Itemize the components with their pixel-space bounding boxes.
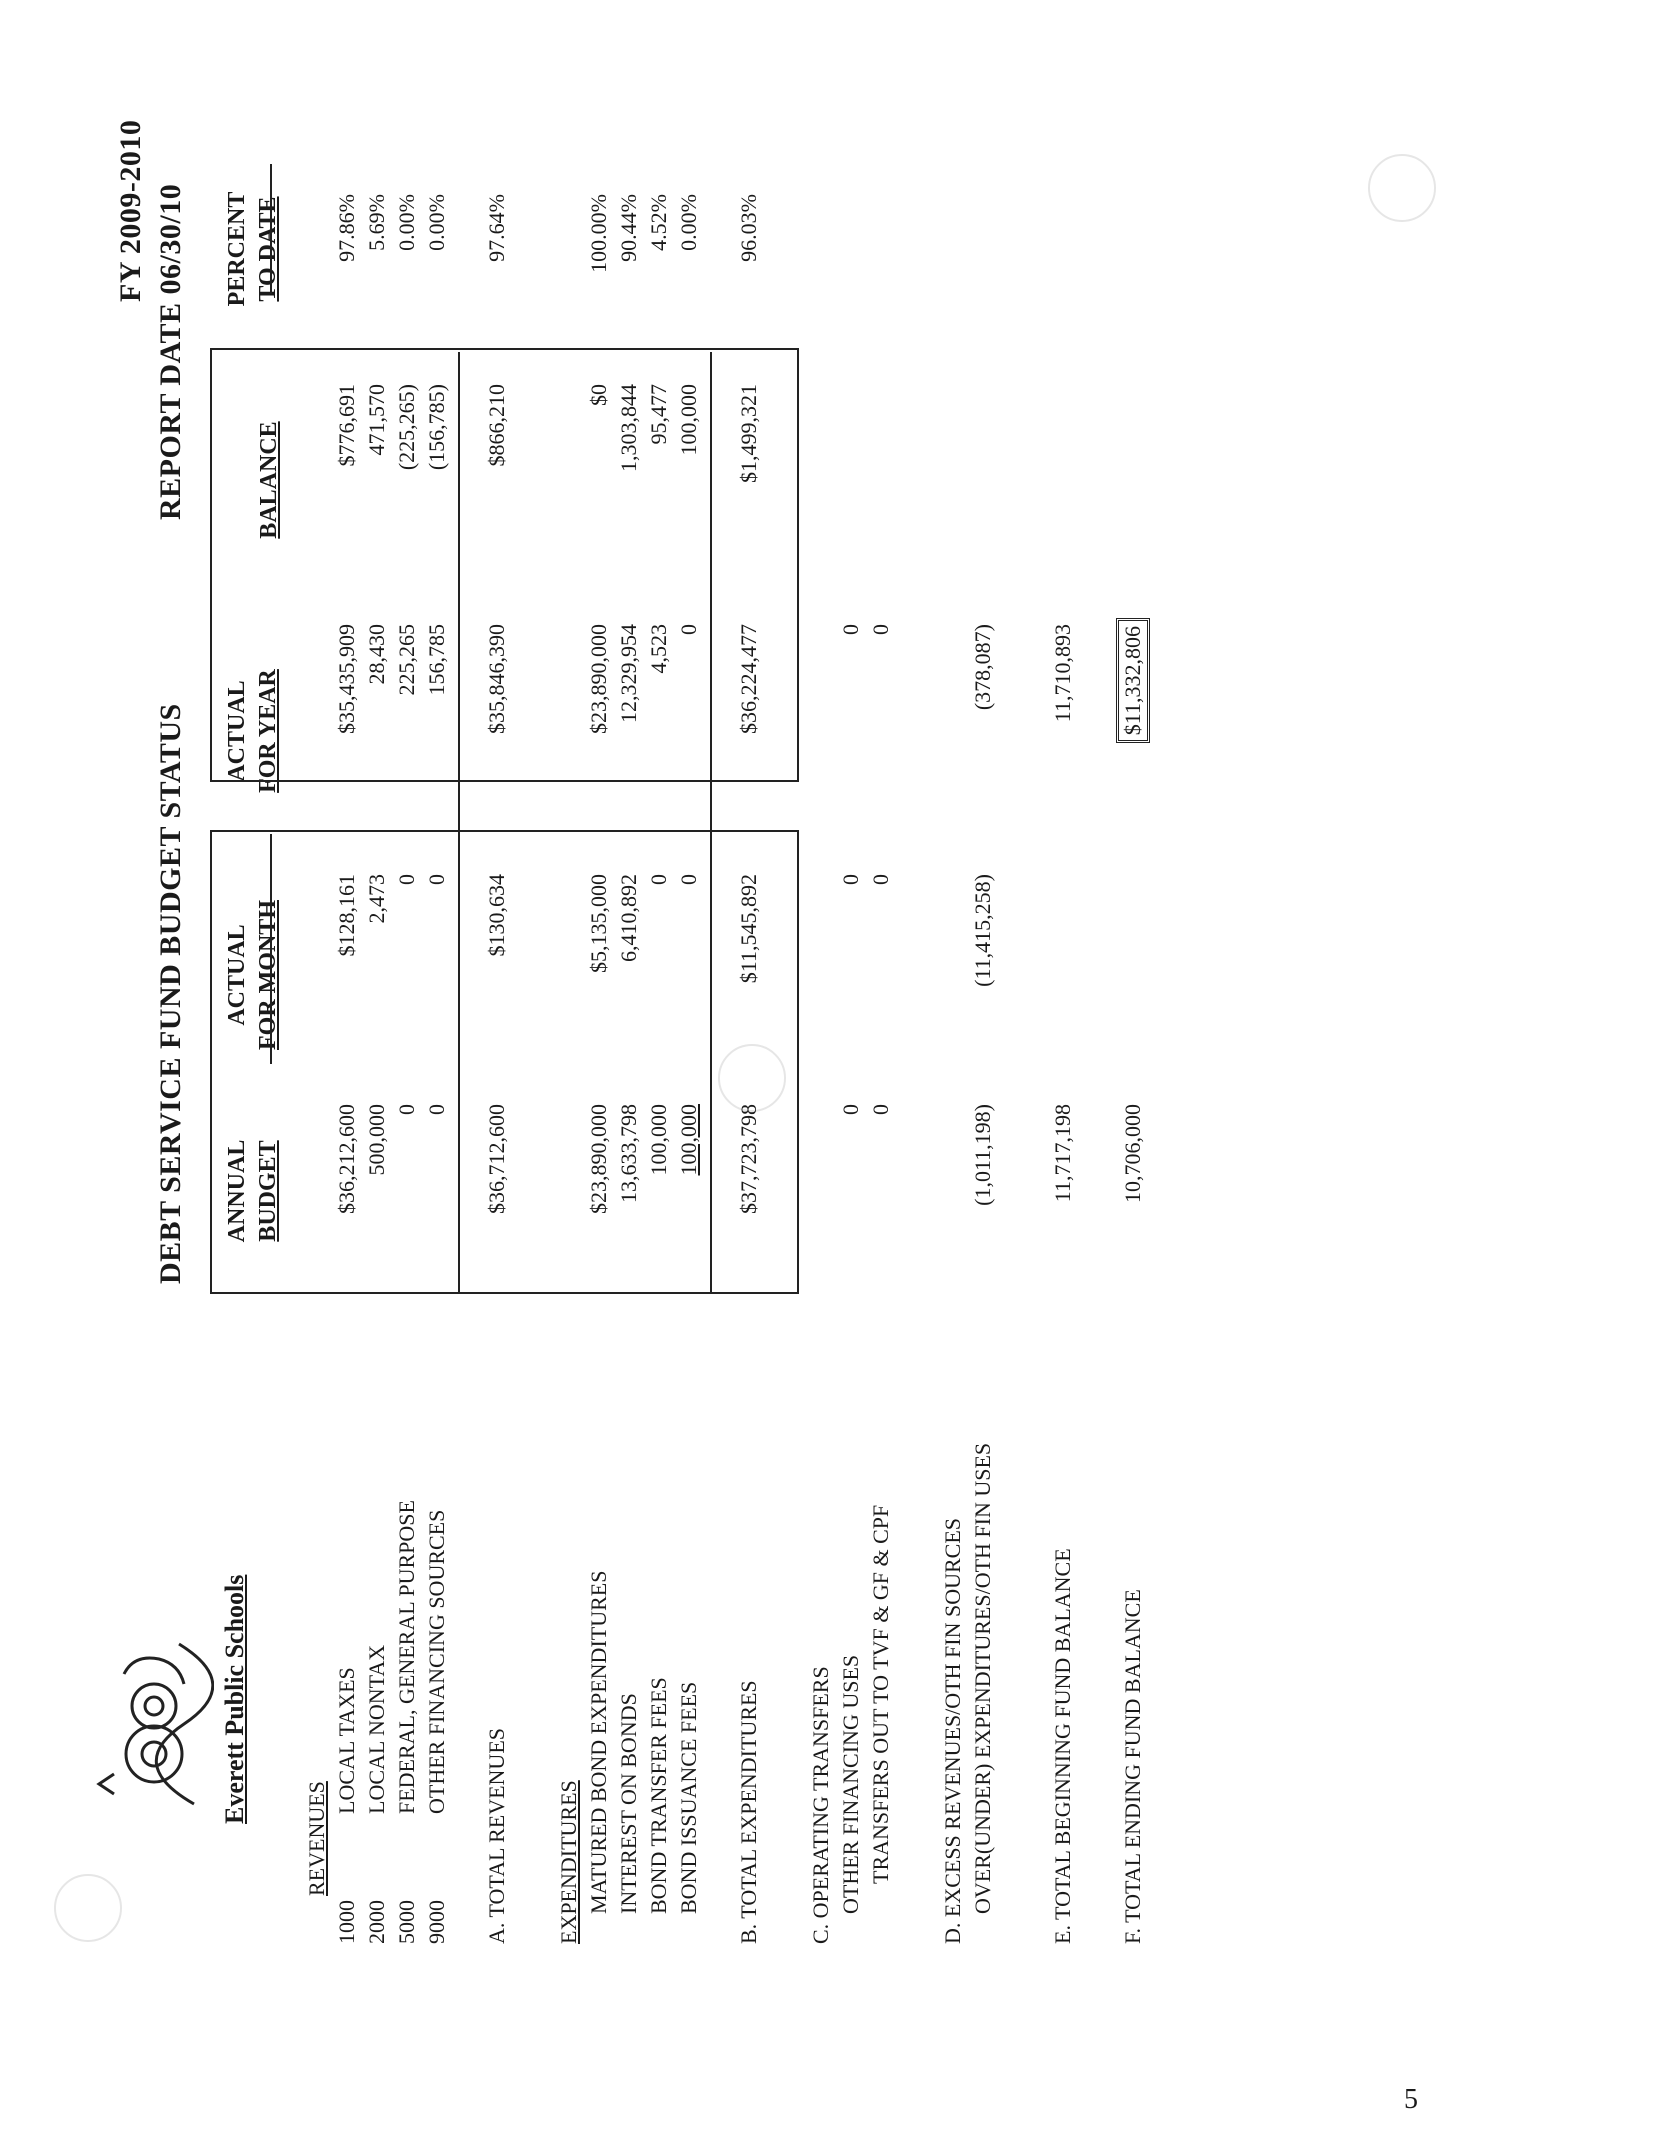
annual-budget-value: 0 (394, 1104, 419, 1115)
balance-value: (156,785) (424, 384, 449, 471)
header-actual-year: ACTUAL FOR YEAR (224, 669, 281, 793)
actual-year-value: 0 (868, 624, 893, 635)
percent-value: 96.03% (736, 194, 761, 262)
annual-budget-value: 100,000 (676, 1104, 701, 1176)
actual-month-value: 0 (676, 874, 701, 885)
annual-budget-value: 10,706,000 (1120, 1104, 1145, 1203)
actual-year-value: 225,265 (394, 624, 419, 696)
account-code: 2000 (364, 1900, 389, 1944)
actual-year-value: 156,785 (424, 624, 449, 696)
actual-year-value: 0 (676, 624, 701, 635)
actual-month-value: 0 (424, 874, 449, 885)
row-label: OTHER FINANCING USES (838, 1654, 863, 1914)
row-label: BOND ISSUANCE FEES (676, 1681, 701, 1914)
excess-label-line2: OVER(UNDER) EXPENDITURES/OTH FIN USES (970, 1442, 995, 1914)
row-label: INTEREST ON BONDS (616, 1693, 641, 1914)
actual-month-value: 6,410,892 (616, 874, 641, 962)
annual-budget-value: $23,890,000 (586, 1104, 611, 1214)
annual-budget-value: $36,212,600 (334, 1104, 359, 1214)
row-label: BOND TRANSFER FEES (646, 1677, 671, 1914)
actual-year-value: (378,087) (970, 624, 995, 711)
actual-year-value: 28,430 (364, 624, 389, 685)
organization-name: Everett Public Schools (220, 1574, 249, 1824)
row-label: LOCAL NONTAX (364, 1644, 389, 1814)
percent-value: 97.86% (334, 194, 359, 262)
actual-month-value: 0 (394, 874, 419, 885)
balance-value: $866,210 (484, 384, 509, 467)
percent-value: 100.00% (586, 194, 611, 273)
balance-value: (225,265) (394, 384, 419, 471)
page-number: 5 (1404, 2084, 1418, 2115)
row-label: TRANSFERS OUT TO TVF & GF & CPF (868, 1504, 893, 1884)
annual-budget-value: 0 (838, 1104, 863, 1115)
row-label: F. TOTAL ENDING FUND BALANCE (1120, 1589, 1145, 1944)
account-code: 1000 (334, 1900, 359, 1944)
actual-year-value: $35,435,909 (334, 624, 359, 734)
row-label: OTHER FINANCING SOURCES (424, 1509, 449, 1814)
report-title: DEBT SERVICE FUND BUDGET STATUS (154, 703, 187, 1284)
annual-budget-value: 0 (868, 1104, 893, 1115)
expenditure-subtotal-rule (710, 352, 712, 1294)
header-actual-month: ACTUAL FOR MONTH (224, 900, 281, 1050)
actual-year-value: 4,523 (646, 624, 671, 674)
actual-month-value: 0 (838, 874, 863, 885)
balance-value: 100,000 (676, 384, 701, 456)
fiscal-year: FY 2009-2010 (114, 119, 147, 302)
row-label: B. TOTAL EXPENDITURES (736, 1680, 761, 1944)
annual-budget-value: $36,712,600 (484, 1104, 509, 1214)
percent-value: 0.00% (394, 194, 419, 251)
row-label: MATURED BOND EXPENDITURES (586, 1570, 611, 1914)
actual-year-value: $23,890,000 (586, 624, 611, 734)
revenue-subtotal-rule (458, 352, 460, 1294)
percent-value: 0.00% (676, 194, 701, 251)
account-code: 5000 (394, 1900, 419, 1944)
balance-value: $1,499,321 (736, 384, 761, 483)
percent-value: 5.69% (364, 194, 389, 251)
balance-value: 1,303,844 (616, 384, 641, 472)
percent-value: 90.44% (616, 194, 641, 262)
annual-budget-value: 0 (424, 1104, 449, 1115)
actual-month-value: $11,545,892 (736, 874, 761, 984)
balance-value: $776,691 (334, 384, 359, 467)
actual-month-value: (11,415,258) (970, 874, 995, 987)
balance-value: 95,477 (646, 384, 671, 445)
annual-budget-value: 500,000 (364, 1104, 389, 1176)
header-annual-budget: ANNUAL BUDGET (224, 1139, 281, 1243)
account-code: 9000 (424, 1900, 449, 1944)
actual-year-value: 11,710,893 (1050, 624, 1075, 723)
expenditures-heading: EXPENDITURES (556, 1780, 581, 1944)
percent-value: 0.00% (424, 194, 449, 251)
row-label: A. TOTAL REVENUES (484, 1728, 509, 1944)
actual-month-value: 2,473 (364, 874, 389, 924)
actual-month-value: $128,161 (334, 874, 359, 957)
annual-budget-value: 13,633,798 (616, 1104, 641, 1203)
actual-year-value: $35,846,390 (484, 624, 509, 734)
actual-year-value: 12,329,954 (616, 624, 641, 723)
district-logo (84, 1574, 249, 1824)
annual-budget-value: (1,011,198) (970, 1104, 995, 1206)
annual-budget-value: 100,000 (646, 1104, 671, 1176)
actual-month-value: 0 (868, 874, 893, 885)
excess-label-line1: D. EXCESS REVENUES/OTH FIN SOURCES (940, 1518, 965, 1944)
annual-budget-value: 11,717,198 (1050, 1104, 1075, 1203)
actual-year-value: $36,224,477 (736, 624, 761, 734)
balance-value: 471,570 (364, 384, 389, 456)
percent-column-rule (270, 164, 272, 294)
annual-budget-value: $37,723,798 (736, 1104, 761, 1214)
row-label: LOCAL TAXES (334, 1667, 359, 1814)
revenues-heading: REVENUES (304, 1781, 329, 1896)
actual-year-value: $11,332,806 (1116, 618, 1150, 743)
row-label: FEDERAL, GENERAL PURPOSE (394, 1500, 419, 1814)
actual-year-value: 0 (838, 624, 863, 635)
actual-month-value: $130,634 (484, 874, 509, 957)
percent-value: 97.64% (484, 194, 509, 262)
row-label: E. TOTAL BEGINNING FUND BALANCE (1050, 1548, 1075, 1944)
actual-month-value: 0 (646, 874, 671, 885)
header-balance: BALANCE (256, 421, 282, 539)
operating-transfers-heading: C. OPERATING TRANSFERS (808, 1666, 833, 1944)
balance-value: $0 (586, 384, 611, 406)
actual-month-value: $5,135,000 (586, 874, 611, 973)
school-building-icon (84, 1624, 214, 1824)
header-percent: PERCENT TO DATE (224, 191, 281, 307)
month-column-rule (270, 834, 272, 1064)
percent-value: 4.52% (646, 194, 671, 251)
report-date: REPORT DATE 06/30/10 (154, 183, 187, 520)
